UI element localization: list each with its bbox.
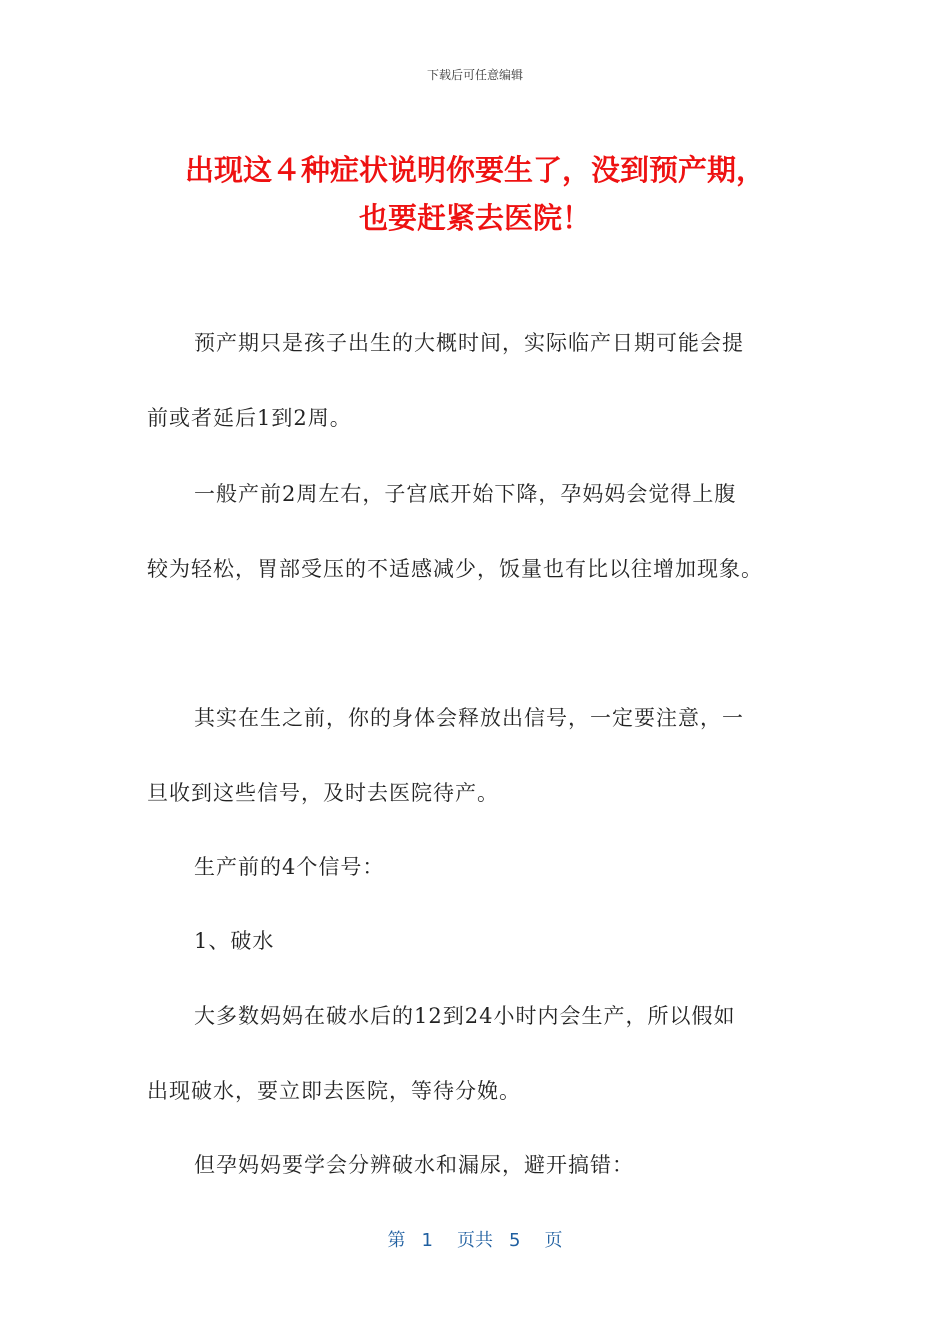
page-header: 下载后可任意编辑	[426, 68, 523, 82]
total-page-count: 5	[509, 1230, 521, 1251]
paragraph-line: 预产期只是孩子出生的大概时间，实际临产日期可能会提	[194, 331, 744, 355]
paragraph-four-signals	[147, 830, 807, 905]
paragraph-line: 1、破水	[194, 929, 275, 953]
paragraph-line: 旦收到这些信号，及时去医院待产。	[147, 781, 499, 805]
document-title	[140, 146, 810, 242]
footer-middle: 页共	[457, 1230, 493, 1251]
paragraph-water-breaking	[147, 979, 807, 1129]
paragraph-line: 其实在生之前，你的身体会释放出信号，一定要注意，一	[194, 706, 744, 730]
paragraph-body-signals	[147, 681, 807, 831]
title-line-2: 也要赶紧去医院！	[358, 201, 591, 235]
paragraph-distinguish-leak	[147, 1128, 807, 1203]
footer-suffix: 页	[544, 1230, 563, 1251]
footer-prefix: 第	[387, 1230, 406, 1251]
title-line-1: 出现这４种症状说明你要生了，没到预产期，	[184, 153, 765, 187]
paragraph-line: 大多数妈妈在破水后的12到24小时内会生产，所以假如	[194, 1004, 736, 1028]
paragraph-due-date	[147, 306, 807, 456]
paragraph-line: 生产前的4个信号：	[194, 855, 385, 879]
paragraph-line: 出现破水，要立即去医院，等待分娩。	[147, 1079, 521, 1103]
paragraph-uterus-descends	[147, 457, 807, 607]
paragraph-line: 前或者延后1到2周。	[147, 406, 352, 430]
current-page-number: 1	[421, 1230, 433, 1251]
paragraph-line: 一般产前2周左右，子宫底开始下降，孕妈妈会觉得上腹	[194, 482, 737, 506]
section-heading-water-breaking	[147, 904, 807, 979]
page-footer	[0, 1226, 950, 1252]
paragraph-line: 较为轻松，胃部受压的不适感减少，饭量也有比以往增加现象。	[147, 557, 763, 581]
paragraph-line: 但孕妈妈要学会分辨破水和漏尿，避开搞错：	[194, 1153, 634, 1177]
